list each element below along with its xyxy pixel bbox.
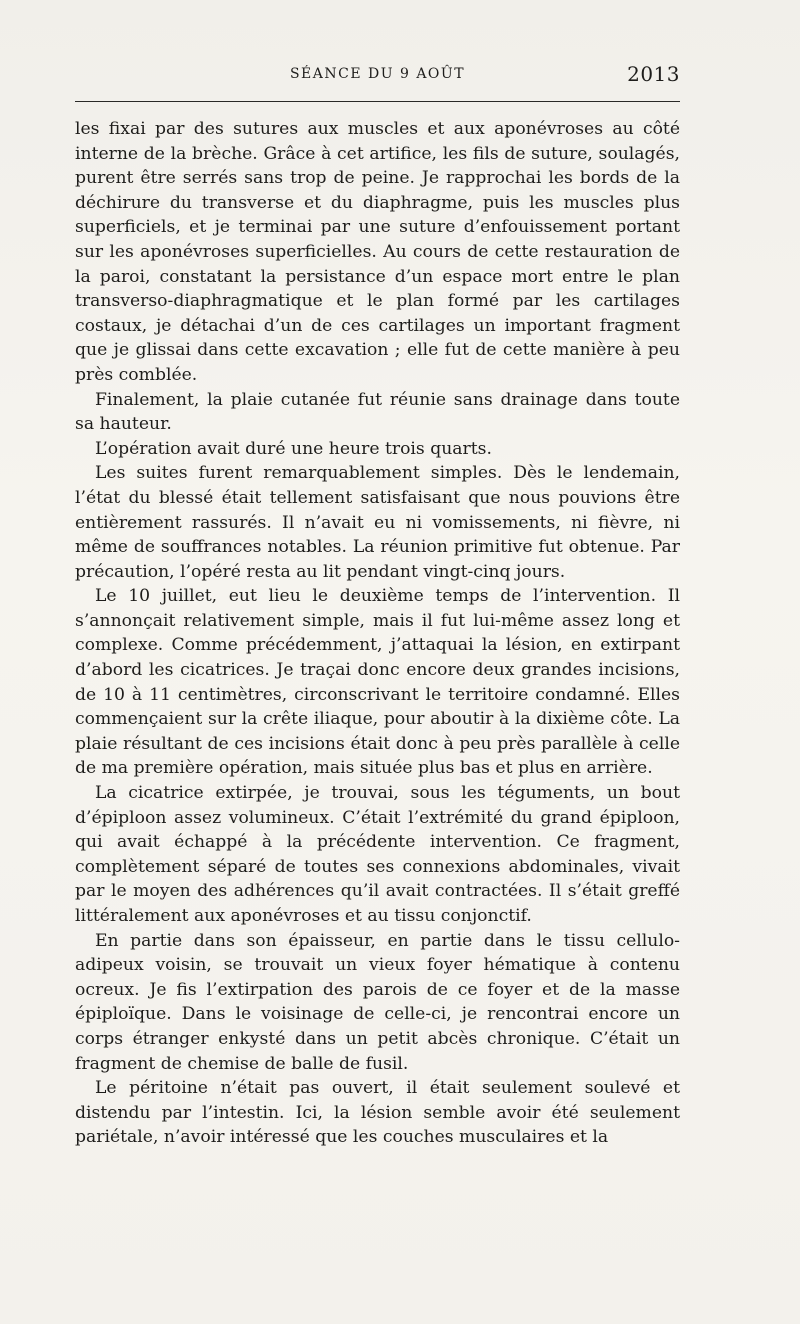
paragraph-3: L’opération avait duré une heure trois quarts. bbox=[95, 438, 492, 459]
page-header bbox=[75, 62, 680, 88]
paragraph-7: En partie dans son épaisseur, en partie dans le tissu cellulo-adipeux voisin, se trouvait un vieux foyer hématique à contenu ocreux. Je fis l’extirpation des parois de ce foyer et de la masse épiploïque. Dans le voisinage de celle-ci, je rencontrai encore un corps étranger enkysté dans un petit abcès chronique. C’était un fragment de chemise de balle de fusil. bbox=[75, 930, 680, 1074]
paragraph-2: Finalement, la plaie cutanée fut réunie sans drainage dans toute sa hauteur. bbox=[75, 389, 680, 435]
paragraph-5: Le 10 juillet, eut lieu le deuxième temps de l’intervention. Il s’annonçait relativement simple, mais il fut lui-même assez long et complexe. Comme précédemment, j’attaquai la lésion, en extirpant d’abord les cicatrices. Je traçai donc encore deux grandes incisions, de 10 à 11 centimètres, circonscrivant le territoire condamné. Elles commençaient sur la crête iliaque, pour aboutir à la dixième côte. La plaie résultant de ces incisions était donc à peu près parallèle à celle de ma première opération, mais située plus bas et plus en arrière. bbox=[75, 586, 680, 779]
page-number: 2013 bbox=[627, 62, 680, 86]
body-text bbox=[75, 117, 680, 1150]
paragraph-1: les fixai par des sutures aux muscles et aux aponévroses au côté interne de la brèche. Grâce à cet artifice, les fils de suture, soulagés, purent être serrés sans trop de peine. Je rapprochai les bords de la déchirure du transverse et du diaphragme, puis les muscles plus superficiels, et je terminai par une suture d’enfouissement portant sur les aponévroses superficielles. Au cours de cette restauration de la paroi, constatant la persistance d’un espace mort entre le plan transverso-diaphragmatique et le plan formé par les cartilages costaux, je détachai d’un de ces cartilages un important fragment que je glissai dans cette excavation ; elle fut de cette manière à peu près comblée. bbox=[75, 119, 680, 385]
paragraph-4: Les suites furent remarquablement simples. Dès le lendemain, l’état du blessé était tellement satisfaisant que nous pouvions être entièrement rassurés. Il n’avait eu ni vomissements, ni fièvre, ni même de souffrances notables. La réunion primitive fut obtenue. Par précaution, l’opéré resta au lit pendant vingt-cinq jours. bbox=[75, 463, 680, 582]
paragraph-8: Le péritoine n’était pas ouvert, il était seulement soulevé et distendu par l’intestin. Ici, la lésion semble avoir été seulement pariétale, n’avoir intéressé que les couches musculaires et la bbox=[75, 1078, 680, 1148]
paragraph-6: La cicatrice extirpée, je trouvai, sous les téguments, un bout d’épiploon assez volumineux. C’était l’extrémité du grand épiploon, qui avait échappé à la précédente intervention. Ce fragment, complètement séparé de toutes ses connexions abdominales, vivait par le moyen des adhérences qu’il avait contractées. Il s’était greffé littéralement aux aponévroses et au tissu conjonctif. bbox=[75, 783, 680, 926]
header-rule bbox=[75, 101, 680, 102]
running-title: SÉANCE DU 9 AOÛT bbox=[289, 66, 466, 82]
